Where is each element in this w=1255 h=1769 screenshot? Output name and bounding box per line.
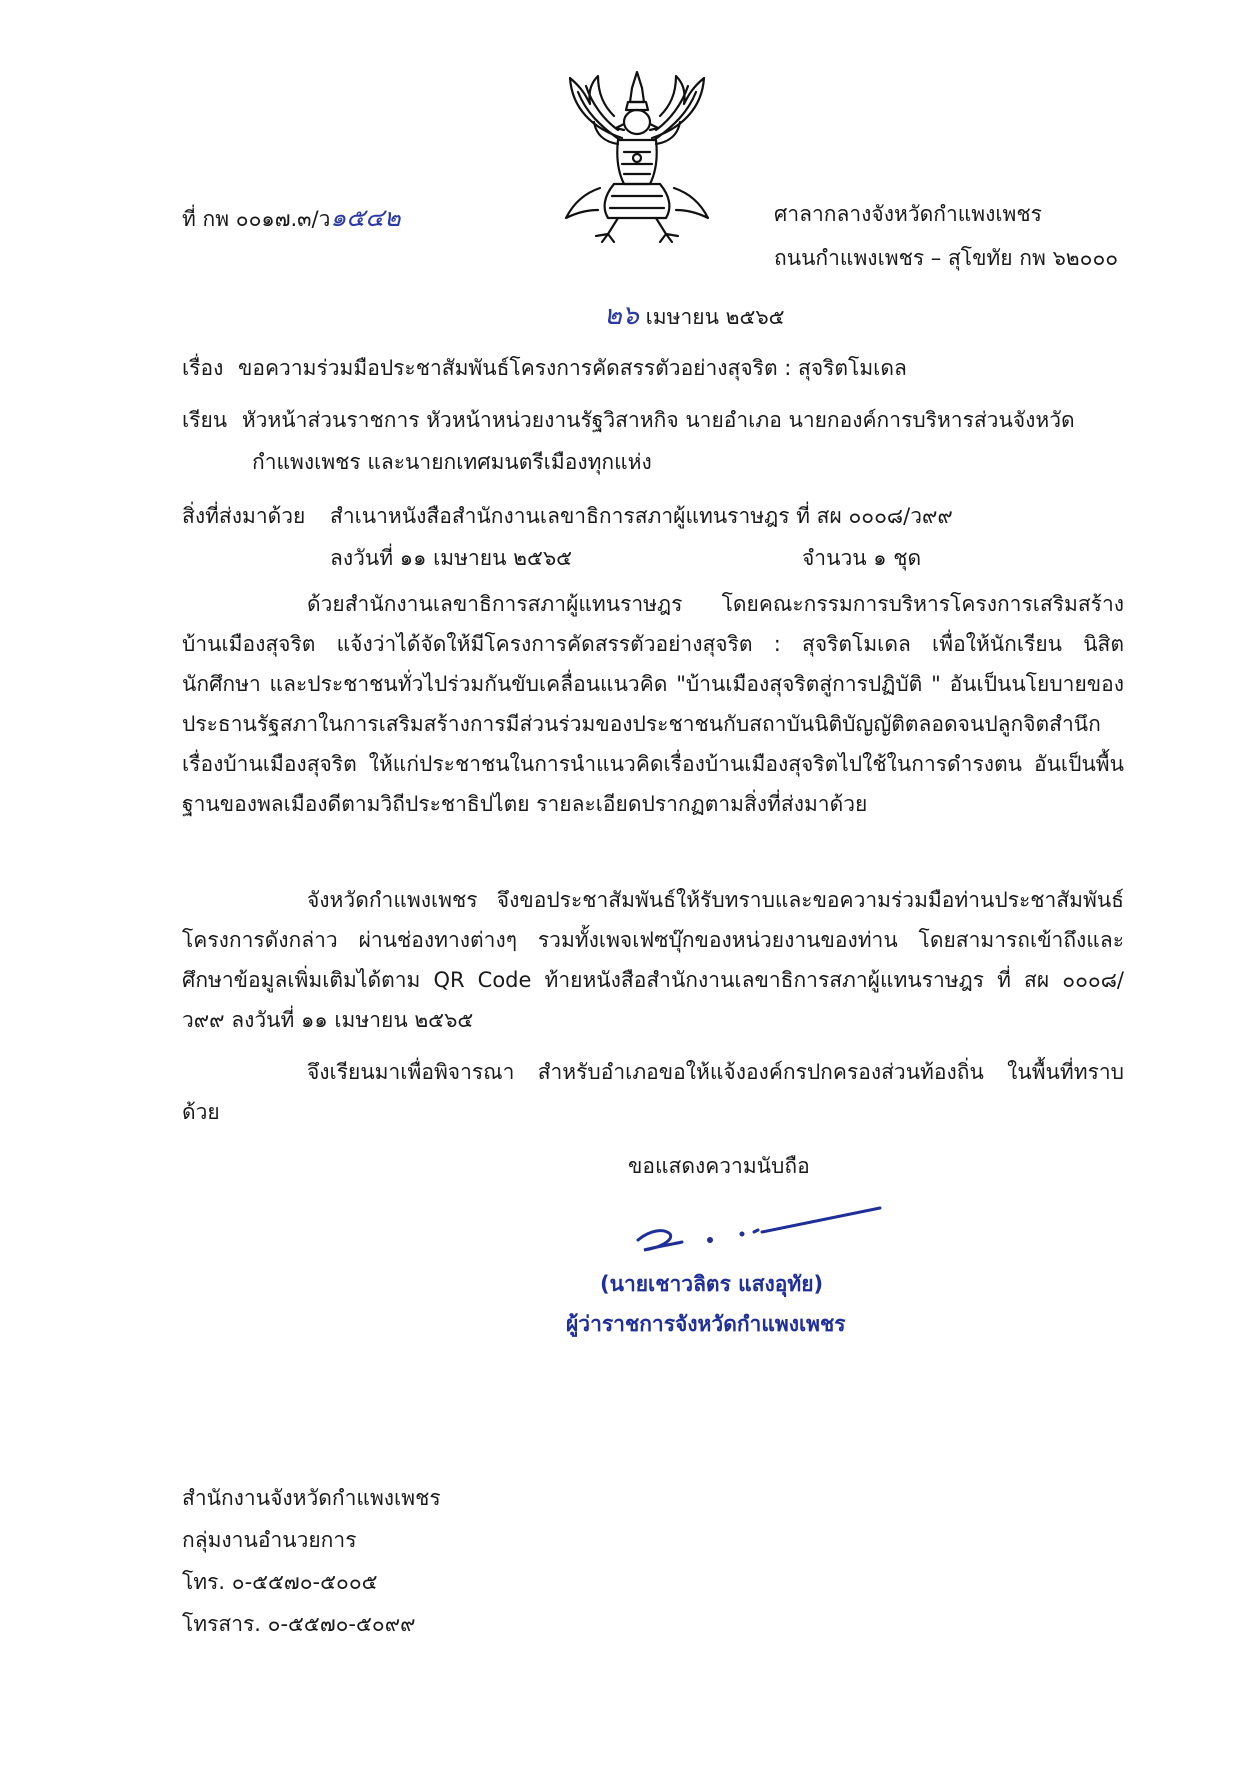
signatory-position: ผู้ว่าราชการจังหวัดกำแพงเพชร bbox=[566, 1312, 846, 1336]
date-day-handwritten: ๒๖ bbox=[604, 300, 639, 331]
office-address-line2: ถนนกำแพงเพชร – สุโขทัย กพ ๖๒๐๐๐ bbox=[774, 246, 1119, 270]
footer-phone: โทร. ๐-๕๕๗๐-๕๐๐๕ bbox=[182, 1570, 378, 1594]
reference-number bbox=[182, 198, 401, 238]
date-month-year: เมษายน ๒๕๖๕ bbox=[645, 305, 785, 329]
enclosure-quantity: จำนวน ๑ ชุด bbox=[802, 546, 922, 570]
footer-office: สำนักงานจังหวัดกำแพงเพชร bbox=[182, 1486, 441, 1510]
footer-fax: โทรสาร. ๐-๕๕๗๐-๕๐๙๙ bbox=[182, 1612, 416, 1636]
signature bbox=[630, 1200, 890, 1260]
closing-regards: ขอแสดงความนับถือ bbox=[628, 1154, 810, 1178]
body-paragraph-2: จังหวัดกำแพงเพชร จึงขอประชาสัมพันธ์ให้รับทราบและขอความร่วมมือท่านประชาสัมพันธ์โครงการดังกล่าว ผ่านช่องทางต่างๆ รวมทั้งเพจเฟซบุ๊กของหน่วยงานของท่าน โดยสามารถเข้าถึงและศึกษาข้อมูลเพิ่มเติมได้ตาม QR Code ท้ายหนังสือสำนักงานเลขาธิการสภาผู้แทนราษฎร ที่ สผ ๐๐๐๘/ว๙๙ ลงวันที่ ๑๑ เมษายน ๒๕๖๕ bbox=[182, 888, 1124, 1032]
recipient-line1 bbox=[182, 404, 1075, 437]
footer-division: กลุ่มงานอำนวยการ bbox=[182, 1528, 357, 1552]
signatory-name: (นายเชาวลิตร แสงอุทัย) bbox=[600, 1272, 824, 1296]
subject-line bbox=[182, 352, 907, 385]
body-paragraph-1: ด้วยสำนักงานเลขาธิการสภาผู้แทนราษฎร โดยคณะกรรมการบริหารโครงการเสริมสร้างบ้านเมืองสุจริต แจ้งว่าได้จัดให้มีโครงการคัดสรรตัวอย่างสุจริต : สุจริตโมเดล เพื่อให้นักเรียน นิสิต นักศึกษา และประชาชนทั่วไปร่วมกันขับเคลื่อนแนวคิด "บ้านเมืองสุจริตสู่การปฏิบัติ " อันเป็นนโยบายของประธานรัฐสภาในการเสริมสร้างการมีส่วนร่วมของประชาชนกับสถาบันนิติบัญญัติตลอดจนปลูกจิตสำนึกเรื่องบ้านเมืองสุจริต ให้แก่ประชาชนในการนำแนวคิดเรื่องบ้านเมืองสุจริตไปใช้ในการดำรงตน อันเป็นพื้นฐานของพลเมืองดีตามวิถีประชาธิปไตย รายละเอียดปรากฏตามสิ่งที่ส่งมาด้วย bbox=[182, 592, 1124, 816]
enclosure-label: สิ่งที่ส่งมาด้วย bbox=[182, 504, 306, 528]
enclosure-line1: สำเนาหนังสือสำนักงานเลขาธิการสภาผู้แทนราษฎร ที่ สผ ๐๐๐๘/ว๙๙ bbox=[330, 504, 953, 528]
body-paragraph-3: จึงเรียนมาเพื่อพิจารณา สำหรับอำเภอขอให้แจ้งองค์กรปกครองส่วนท้องถิ่น ในพื้นที่ทราบด้วย bbox=[182, 1060, 1124, 1124]
reference-printed: ที่ กพ ๐๐๑๗.๓/ว bbox=[182, 207, 331, 231]
recipient-text-line1: หัวหน้าส่วนราชการ หัวหน้าหน่วยงานรัฐวิสาหกิจ นายอำเภอ นายกองค์การบริหารส่วนจังหวัด bbox=[241, 408, 1075, 432]
garuda-emblem-icon bbox=[552, 68, 722, 243]
recipient-text-line2: กำแพงเพชร และนายกเทศมนตรีเมืองทุกแห่ง bbox=[252, 450, 652, 474]
subject-label: เรื่อง bbox=[182, 356, 224, 380]
letter-date bbox=[604, 293, 785, 336]
subject-text: ขอความร่วมมือประชาสัมพันธ์โครงการคัดสรรตัวอย่างสุจริต : สุจริตโมเดล bbox=[238, 356, 907, 380]
reference-handwritten: ๑๕๔๒ bbox=[330, 203, 401, 232]
enclosure-line2: ลงวันที่ ๑๑ เมษายน ๒๕๖๕ bbox=[330, 546, 573, 570]
office-address-line1: ศาลากลางจังหวัดกำแพงเพชร bbox=[774, 202, 1042, 226]
recipient-label: เรียน bbox=[182, 408, 228, 432]
